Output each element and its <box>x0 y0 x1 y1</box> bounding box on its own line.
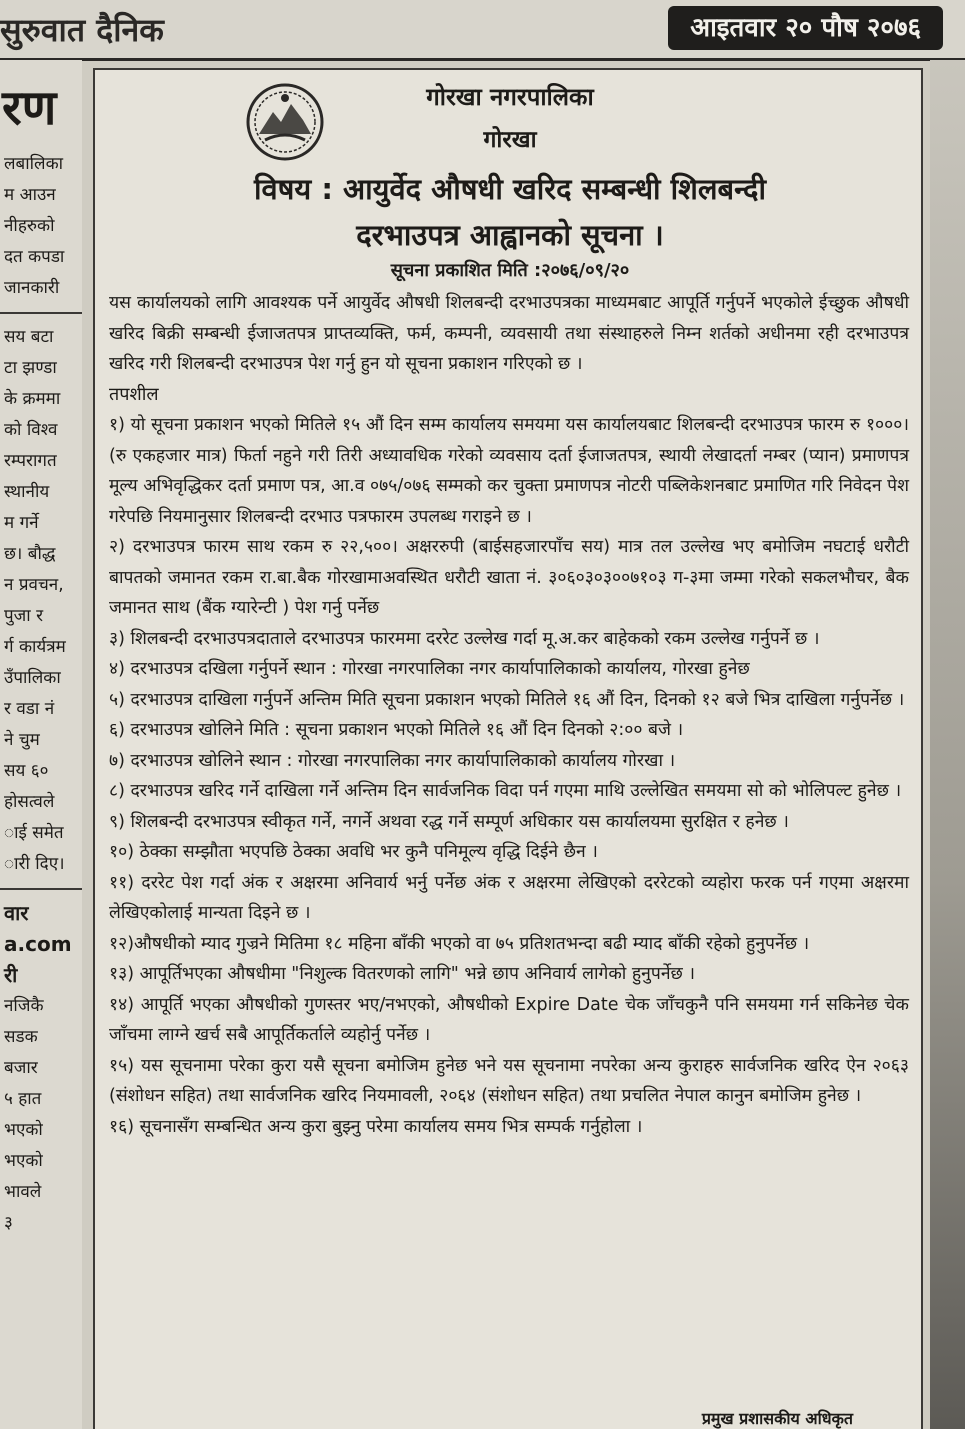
publish-date: सूचना प्रकाशित मिति :२०७६/०९/२० <box>390 260 630 281</box>
condition-item: ११) दररेट पेश गर्दा अंक र अक्षरमा अनिवार्य भर्नु पर्नेछ अंक र अक्षरमा लेखिएको दररेटको व्यहोरा फरक पर्न गएमा अक्षरमा लेखिएकोलाई मान्यता दिइने छ । <box>109 872 909 923</box>
adjacent-text-line: र वडा नं <box>4 699 55 719</box>
issue-date: आइतवार २० पौष २०७६ <box>668 6 943 50</box>
condition-item: १६) सूचनासँग सम्बन्धित अन्य कुरा बुझ्नु परेमा कार्यालय समय भित्र सम्पर्क गर्नुहोला । <box>109 1116 643 1137</box>
adjacent-article-column <box>0 60 82 1429</box>
paper-name: सुरुवात दैनिक <box>0 11 164 49</box>
adjacent-text-line: पुजा र <box>4 606 44 626</box>
adjacent-text-line: वार <box>4 901 29 925</box>
conditions-list <box>109 410 909 1142</box>
adjacent-text-line: न प्रवचन, <box>4 575 64 595</box>
newspaper-masthead <box>0 0 965 61</box>
adjacent-text-line: ारी दिए। <box>4 854 65 874</box>
intro-paragraph: यस कार्यालयको लागि आवश्यक पर्ने आयुर्वेद औषधी शिलबन्दी दरभाउपत्रका माध्यमबाट आपूर्ति गर्नुपर्ने भएकोले ईच्छुक औषधी खरिद बिक्री सम्बन्धी ईजाजतपत्र प्राप्तव्यक्ति, फर्म, कम्पनी, व्यवसायी तथा संस्थाहरुले निम्न शर्तको अधीनमा रही दरभाउपत्र खरिद गरी शिलबन्दी दरभाउपत्र पेश गर्नु हुन यो सूचना प्रकाशन गरिएको छ । <box>109 293 909 374</box>
adjacent-text-line: के क्रममा <box>4 389 61 409</box>
adjacent-text-line: सडक <box>4 1027 38 1047</box>
adjacent-text-line: टा झण्डा <box>4 358 57 378</box>
condition-item: ३) शिलबन्दी दरभाउपत्रदाताले दरभाउपत्र फारममा दररेट उल्लेख गर्दा मू.अ.कर बाहेकको रकम उल्लेख गर्नुपर्ने छ । <box>109 628 820 649</box>
adjacent-text-line: म आउन <box>4 185 56 205</box>
adjacent-text-line: ३ <box>4 1213 13 1233</box>
adjacent-text-line: भावले <box>4 1182 42 1202</box>
condition-item: ९) शिलबन्दी दरभाउपत्र स्वीकृत गर्ने, नगर्ने अथवा रद्ध गर्ने सम्पूर्ण अधिकार यस कार्यालयमा सुरक्षित र हनेछ । <box>109 811 789 832</box>
condition-item: १३) आपूर्तिभएका औषधीमा "निशुल्क वितरणको लागि" भन्ने छाप अनिवार्य लागेको हुनुपर्नेछ । <box>109 964 696 984</box>
adjacent-text-line: a.com <box>4 932 72 956</box>
adjacent-text-line: होसत्वले <box>4 792 55 812</box>
adjacent-text-line: नजिकै <box>4 996 44 1016</box>
notice-subject <box>95 166 925 258</box>
condition-item: ७) दरभाउपत्र खोलिने स्थान : गोरखा नगरपालिका नगर कार्यापालिकाको कार्यालय गोरखा । <box>109 750 676 771</box>
notice-body <box>109 288 909 1142</box>
adjacent-text-line: दत कपडा <box>4 247 65 267</box>
condition-item: १४) आपूर्ति भएका औषधीको गुणस्तर भए/नभएको, औषधीको Expire Date चेक जाँचकुनै पनि समयमा गर्न सकिनेछ चेक जाँचमा लाग्ने खर्च सबै आपूर्तिकर्ताले व्यहोर्नु पर्नेछ । <box>109 994 909 1045</box>
adjacent-page-strip <box>930 60 965 1429</box>
condition-item: ८) दरभाउपत्र खरिद गर्ने दाखिला गर्ने अन्तिम दिन सार्वजनिक विदा पर्न गएमा माथि उल्लेखित समयमा सो को भोलिपल्ट हुनेछ । <box>109 781 902 801</box>
adjacent-text-line: री <box>4 963 18 987</box>
condition-item: २) दरभाउपत्र फारम साथ रकम रु २२,५००। अक्षररुपी (बाईसहजारपाँच सय) मात्र तल उल्लेख भए बमोजिम नघटाई धरौटी बापतको जमानत रकम रा.बा.बैक गोरखामाअवस्थित धरौटी खाता नं. ३०६०३०३००७१०३ ग-३मा जम्मा गरेको सकलभौचर, बैक जमानत साथ (बैंक ग्यारेन्टी ) पेश गर्नु पर्नेछ <box>109 537 909 618</box>
adjacent-text-line: ाई समेत <box>4 823 64 843</box>
adjacent-headline-fragment: रण <box>2 80 57 136</box>
signatory-title: प्रमुख प्रशासकीय अधिकृत <box>701 1409 853 1428</box>
section-heading: तपशील <box>109 383 159 405</box>
adjacent-text-line: लबालिका <box>4 154 64 174</box>
adjacent-text-line: ५ हात <box>4 1089 42 1109</box>
adjacent-text-line: उँपालिका <box>4 668 61 688</box>
adjacent-text-line: बजार <box>4 1058 38 1078</box>
organization-name: गोरखा नगरपालिका <box>426 83 594 111</box>
adjacent-text-line: भएको <box>4 1151 43 1171</box>
condition-item: ४) दरभाउपत्र दखिला गर्नुपर्ने स्थान : गोरखा नगरपालिका नगर कार्यापालिकाको कार्यालय, गोरखा हुनेछ <box>109 659 750 679</box>
adjacent-text-line: जानकारी <box>4 278 60 298</box>
adjacent-text-line: सय बटा <box>4 327 54 347</box>
subject-line-2: दरभाउपत्र आह्वानको सूचना । <box>356 218 664 252</box>
adjacent-text-line: र्ग कार्यत्रम <box>4 637 66 657</box>
adjacent-text-line: स्थानीय <box>4 482 50 502</box>
adjacent-text-line: ने चुम <box>4 730 40 750</box>
condition-item: १२)औषधीको म्याद गुज्रने मितिमा १८ महिना बाँकी भएको वा ७५ प्रतिशतभन्दा बढी म्याद बाँकी रहेको हुनुपर्नेछ । <box>109 933 810 954</box>
organization-city: गोरखा <box>483 127 537 153</box>
adjacent-text-line: नीहरुको <box>4 216 55 236</box>
tender-notice <box>93 68 923 1429</box>
condition-item: १) यो सूचना प्रकाशन भएको मितिले १५ औं दिन सम्म कार्यालय समयमा यस कार्यालयबाट शिलबन्दी दरभाउपत्र फारम रु १०००। (रु एकहजार मात्र) फिर्ता नहुने गरी तिरी अध्यावधिक गरेको व्यवसाय दर्ता ईजाजतपत्र, स्थायी लेखादर्ता नम्बर (प्यान) प्रमाणपत्र मूल्य अभिवृद्धिकर दर्ता प्रमाण पत्र, आ.व ०७५/०७६ सम्मको कर चुक्ता प्रमाणपत्र नोटरी पब्लिकेशनबाट प्रमाणित गरि निवेदन पेश गरेपछि नियमानुसार शिलबन्दी दरभाउ पत्रफारम उपलब्ध गराइने छ । <box>109 415 909 527</box>
condition-item: १०) ठेक्का सम्झौता भएपछि ठेक्का अवधि भर कुनै पनिमूल्य वृद्धि दिईने छैन । <box>109 842 598 862</box>
adjacent-text-line: सय ६० <box>4 761 49 781</box>
adjacent-text-line: भएको <box>4 1120 43 1140</box>
adjacent-text-line: छ। बौद्ध <box>4 544 56 564</box>
condition-item: ५) दरभाउपत्र दाखिला गर्नुपर्ने अन्तिम मिति सूचना प्रकाशन भएको मितिले १६ औं दिन, दिनको १२ बजे भित्र दाखिला गर्नुपर्नेछ । <box>109 689 905 710</box>
adjacent-text-line: को विश्व <box>4 420 58 440</box>
adjacent-text-line: म गर्ने <box>4 513 39 533</box>
adjacent-text-line: रम्परागत <box>4 451 57 471</box>
condition-item: १५) यस सूचनामा परेका कुरा यसै सूचना बमोजिम हुनेछ भने यस सूचनामा नपरेका अन्य कुराहरु सार्वजनिक खरिद ऐन २०६३ (संशोधन सहित) तथा सार्वजनिक खरिद नियमावली, २०६४ (संशोधन सहित) तथा प्रचलित नेपाल कानुन बमोजिम हुनेछ । <box>109 1055 909 1106</box>
subject-line-1: विषय : आयुर्वेद औषधी खरिद सम्बन्धी शिलबन्दी <box>254 172 766 206</box>
condition-item: ६) दरभाउपत्र खोलिने मिति : सूचना प्रकाशन भएको मितिले १६ औं दिन दिनको २:०० बजे । <box>109 720 684 740</box>
